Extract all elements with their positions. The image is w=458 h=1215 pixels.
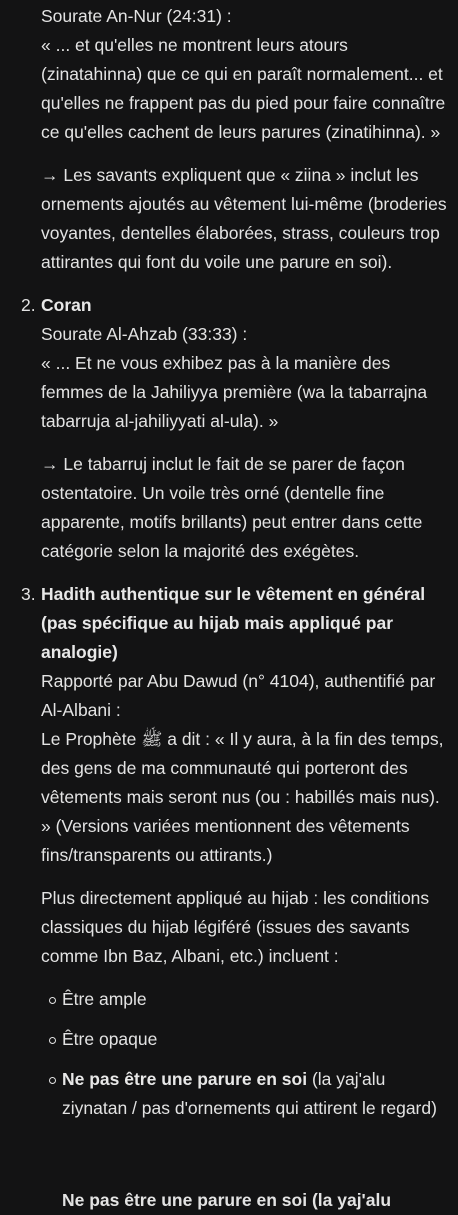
- list-item-coran: [0, 291, 458, 566]
- list-item: [62, 1025, 448, 1054]
- verse-quote: « ... et qu'elles ne montrent leurs atours (zinatahinna) que ce qui en paraît normalement... et qu'elles ne frappent pas du pied pour faire connaître ce qu'elles cachent de leurs parures (zinatihinna). »: [41, 35, 446, 142]
- item-heading: Hadith authentique sur le vêtement en général (pas spécifique au hijab mais appliqué par analogie): [41, 584, 426, 662]
- item-source: Rapporté par Abu Dawud (n° 4104), authentifié par Al-Albani :: [41, 671, 436, 720]
- condition-text: (la yaj'alu ziynatan / pas d'ornements qui attirent le regard): [62, 1069, 437, 1118]
- item-quote: « ... Et ne vous exhibez pas à la manière des femmes de la Jahiliyya première (wa la tabarrajna tabarruja al-jahiliyyati al-ula). »: [41, 353, 428, 431]
- list-number: 3.: [21, 584, 36, 604]
- condition-text: Être ample: [62, 989, 147, 1009]
- item-heading: Coran: [41, 295, 92, 315]
- hijab-conditions-list: [0, 985, 458, 1123]
- item-quote: Le Prophète ﷺ a dit : « Il y aura, à la fin des temps, des gens de ma communauté qui porteront des vêtements mais seront nus (ou : habillés mais nus). » (Versions variées mentionnent des vêtements fins/transparents ou attirants.): [41, 729, 444, 865]
- bullet-icon: [49, 997, 56, 1004]
- explanation-note: → Les savants expliquent que « ziina » inclut les ornements ajoutés au vêtement lui-même (broderies voyantes, dentelles élaborées, strass, couleurs trop attirantes qui font du voile une parure en soi).: [41, 165, 447, 272]
- bullet-icon: [49, 1077, 56, 1084]
- source-title: Sourate An-Nur (24:31) :: [41, 6, 232, 26]
- item-note: Plus directement appliqué au hijab : les conditions classiques du hijab légiféré (issues des savants comme Ibn Baz, Albani, etc.) incluent :: [41, 888, 430, 966]
- list-item: [62, 1065, 448, 1123]
- quran-block-an-nur: [0, 0, 458, 277]
- item-note: → Le tabarruj inclut le fait de se parer de façon ostentatoire. Un voile très orné (dentelle fine apparente, motifs brillants) peut entrer dans cette catégorie selon la majorité des exégètes.: [41, 454, 423, 561]
- cutoff-line: Ne pas être une parure en soi (la yaj'alu: [62, 1190, 392, 1210]
- condition-bold: Ne pas être une parure en soi: [62, 1069, 308, 1089]
- item-source: Sourate Al-Ahzab (33:33) :: [41, 324, 248, 344]
- list-item-hadith: [0, 580, 458, 971]
- bullet-icon: [49, 1037, 56, 1044]
- condition-text: Être opaque: [62, 1029, 158, 1049]
- list-number: 2.: [21, 295, 36, 315]
- list-item: [62, 985, 448, 1014]
